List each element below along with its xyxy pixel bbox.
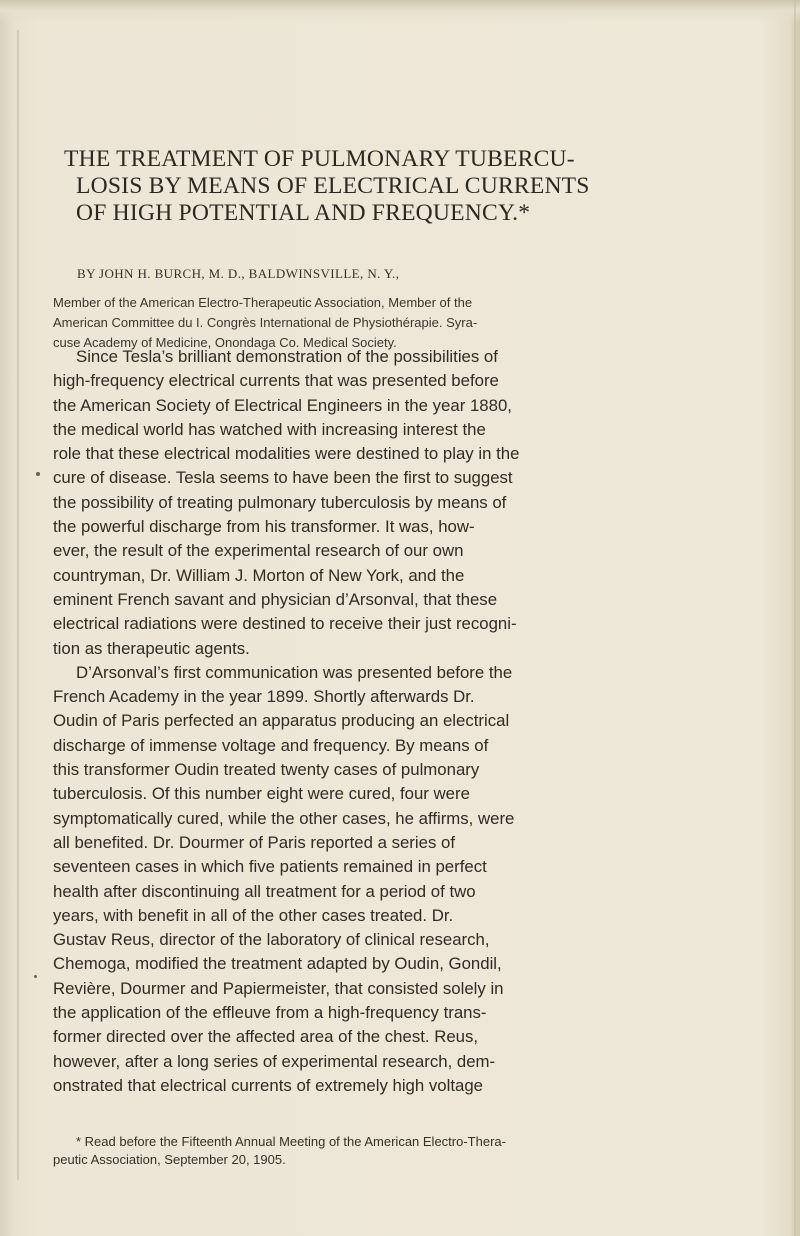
- body-line: however, after a long series of experimental research, dem-: [53, 1051, 496, 1071]
- body-line: electrical radiations were destined to receive their just recogni-: [53, 614, 517, 634]
- author-byline: BY JOHN H. BURCH, M. D., BALDWINSVILLE, N. Y.,: [77, 266, 400, 281]
- body-line: cure of disease. Tesla seems to have been the first to suggest: [53, 468, 513, 488]
- body-line: eminent French savant and physician d’Arsonval, that these: [53, 589, 498, 609]
- body-line: this transformer Oudin treated twenty cases of pulmonary: [53, 760, 480, 780]
- scan-speck: [34, 975, 37, 978]
- body-line: high-frequency electrical currents that was presented before: [53, 371, 499, 391]
- footnote-line: * Read before the Fifteenth Annual Meeting of the American Electro-Thera-: [76, 1134, 506, 1149]
- body-line: the possibility of treating pulmonary tuberculosis by means of: [53, 492, 507, 512]
- body-line: symptomatically cured, while the other cases, he affirms, were: [53, 808, 515, 828]
- body-line: Revière, Dourmer and Papiermeister, that consisted solely in: [53, 978, 504, 998]
- body-line: the medical world has watched with increasing interest the: [53, 419, 486, 439]
- body-line: the application of the effleuve from a high-frequency trans-: [53, 1003, 487, 1023]
- body-line: ever, the result of the experimental research of our own: [53, 541, 464, 561]
- binding-edge: [17, 30, 19, 1180]
- affiliation-line: Member of the American Electro-Therapeutic Association, Member of the: [53, 295, 473, 310]
- title-line: OF HIGH POTENTIAL AND FREQUENCY.*: [76, 200, 531, 226]
- body-line: health after discontinuing all treatment for a period of two: [53, 881, 476, 901]
- body-line: onstrated that electrical currents of extremely high voltage: [53, 1075, 484, 1095]
- body-line: countryman, Dr. William J. Morton of New York, and the: [53, 565, 465, 585]
- affiliation-line: American Committee du I. Congrès International de Physiothérapie. Syra-: [53, 315, 478, 330]
- body-line: D’Arsonval’s first communication was presented before the: [76, 662, 513, 682]
- body-line: discharge of immense voltage and frequency. By means of: [53, 735, 489, 755]
- body-line: seventeen cases in which five patients remained in perfect: [53, 857, 487, 877]
- body-line: the powerful discharge from his transformer. It was, how-: [53, 517, 475, 537]
- body-line: Since Tesla’s brilliant demonstration of the possibilities of: [76, 347, 498, 366]
- title-line: THE TREATMENT OF PULMONARY TUBERCU-: [64, 146, 575, 172]
- body-line: tion as therapeutic agents.: [53, 638, 250, 658]
- scan-speck: [36, 472, 40, 476]
- body-line: Chemoga, modified the treatment adapted by Oudin, Gondil,: [53, 954, 502, 974]
- body-line: role that these electrical modalities were destined to play in the: [53, 444, 520, 464]
- body-line: the American Society of Electrical Engineers in the year 1880,: [53, 395, 512, 415]
- footnote: [53, 1133, 763, 1169]
- author-affiliations: [53, 293, 753, 353]
- body-line: Oudin of Paris perfected an apparatus producing an electrical: [53, 711, 510, 731]
- article-body: [53, 345, 758, 1098]
- article-title: [64, 146, 664, 227]
- body-line: all benefited. Dr. Dourmer of Paris reported a series of: [53, 832, 456, 852]
- page-top-shadow: [0, 0, 800, 22]
- footnote-line: peutic Association, September 20, 1905.: [53, 1152, 286, 1167]
- affiliation-line: cuse Academy of Medicine, Onondaga Co. Medical Society.: [53, 335, 397, 350]
- body-line: French Academy in the year 1899. Shortly afterwards Dr.: [53, 687, 475, 707]
- body-line: years, with benefit in all of the other cases treated. Dr.: [53, 905, 454, 925]
- title-line: LOSIS BY MEANS OF ELECTRICAL CURRENTS: [76, 173, 590, 199]
- body-line: former directed over the affected area of the chest. Reus,: [53, 1027, 479, 1047]
- page-right-edge: [794, 0, 796, 1236]
- body-line: Gustav Reus, director of the laboratory of clinical research,: [53, 930, 490, 950]
- body-line: tuberculosis. Of this number eight were cured, four were: [53, 784, 470, 804]
